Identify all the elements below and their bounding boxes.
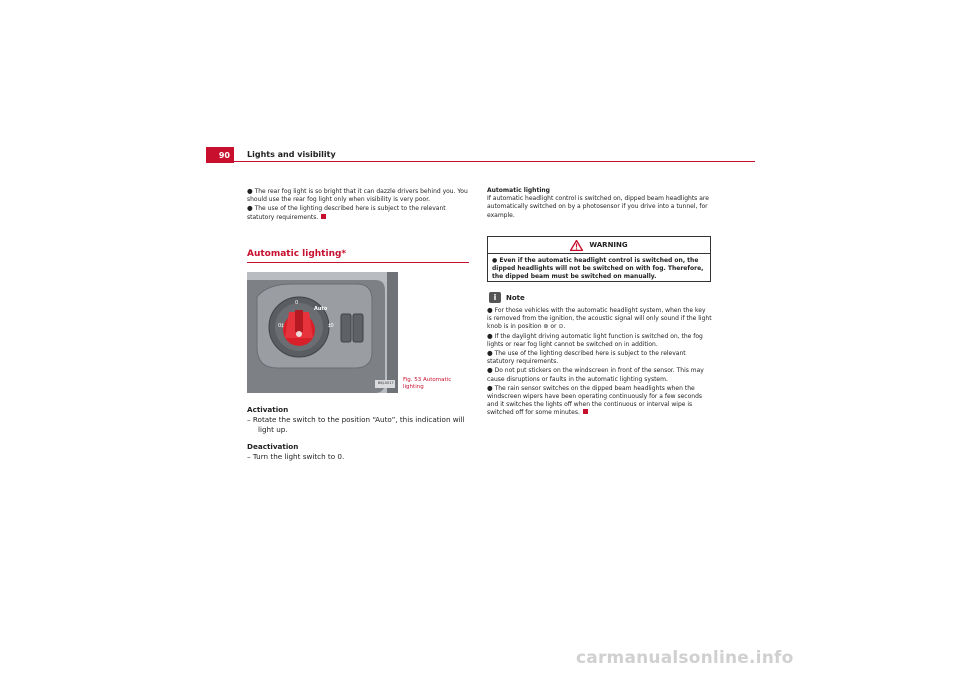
auto-lighting-paragraph: If automatic headlight control is switched on, dipped beam headlights are automatically switched on by a photosensor if you drive into a tunnel, for example. [487, 195, 709, 219]
list-item [487, 306, 712, 332]
switch-label-rear: ‡0 [328, 323, 334, 329]
bullet-item [247, 204, 469, 221]
section-rule [247, 262, 469, 263]
light-switch-illustration [247, 272, 398, 393]
deactivation-heading: Deactivation [247, 441, 299, 451]
bullet-item [247, 187, 469, 204]
note-text: Do not put stickers on the windscreen in front of the sensor. This may cause disruptions or faults in the automatic lighting system. [487, 367, 704, 383]
note-text: The use of the lighting described here is subject to the relevant statutory requirements. [487, 350, 686, 366]
switch-label-off: 0 [295, 300, 299, 306]
bullet-dot: ● [492, 257, 498, 264]
warning-header [488, 237, 710, 253]
warning-box [487, 236, 711, 282]
bullet-dot: ● [487, 383, 493, 392]
figure-code: B6J-0017 [378, 381, 394, 385]
bullet-dot: ● [487, 306, 493, 314]
running-header: Lights and visibility [247, 150, 336, 159]
note-text: For those vehicles with the automatic headlight system, when the key is removed from the ignition, the acoustic signal will only sound if the light knob is in position ⊛ or ⊙. [487, 307, 712, 331]
activation-heading: Activation [247, 405, 289, 414]
activation-step: – Rotate the switch to the position “Auto”, this indication will light up. [247, 415, 465, 435]
light-switch-figure [247, 272, 398, 393]
note-title: Note [506, 293, 525, 302]
bullet-text: The use of the lighting described here is subject to the relevant statutory requirements. [247, 205, 446, 221]
warning-body: Even if the automatic headlight control is switched on, the dipped headlights will not be switched on with fog. Therefore, the dipped beam must be switched on manually. [492, 257, 704, 280]
list-item [487, 349, 712, 366]
header-rule [206, 161, 755, 162]
bullet-dot: ● [487, 331, 493, 340]
note-text: The rain sensor switches on the dipped beam headlights when the windscreen wipers have been operating continuously for a few seconds and it switches the lights off when the continuous or interval wipe is switched off for some minutes. [487, 384, 703, 417]
note-list [487, 306, 712, 418]
deactivation-step: – Turn the light switch to 0. [247, 451, 345, 461]
warning-triangle-icon [570, 240, 583, 251]
left-bullets [247, 187, 469, 222]
list-item [487, 366, 712, 383]
automatic-lighting-text [487, 187, 712, 220]
end-of-section-mark [583, 409, 588, 414]
note-text: If the daylight driving automatic light function is switched on, the fog lights or rear fog light cannot be switched on in addition. [487, 332, 703, 348]
section-heading: Automatic lighting* [247, 249, 347, 259]
bullet-text: The rear fog light is so bright that it can dazzle drivers behind you. You should use the rear fog light only when visibility is very poor. [247, 188, 468, 204]
list-item [487, 384, 712, 418]
bullet-dot: ● [247, 187, 253, 195]
note-header [489, 292, 525, 303]
steps [247, 405, 472, 462]
bullet-dot: ● [487, 349, 493, 358]
watermark[interactable]: carmanualsonline.info [576, 648, 794, 668]
page-number: 90 [206, 147, 234, 163]
warning-text [488, 253, 710, 284]
end-of-section-mark [321, 214, 326, 219]
switch-label-auto: Auto [314, 306, 328, 312]
auto-lighting-heading: Automatic lighting [487, 187, 550, 194]
warning-title: WARNING [589, 241, 628, 249]
bullet-dot: ● [247, 204, 253, 213]
figure-caption: Fig. 53 Automatic lighting [403, 377, 452, 390]
list-item [487, 332, 712, 349]
switch-label-fog: 0‡ [278, 323, 284, 329]
note-info-icon: i [489, 292, 501, 303]
bullet-dot: ● [487, 366, 493, 375]
